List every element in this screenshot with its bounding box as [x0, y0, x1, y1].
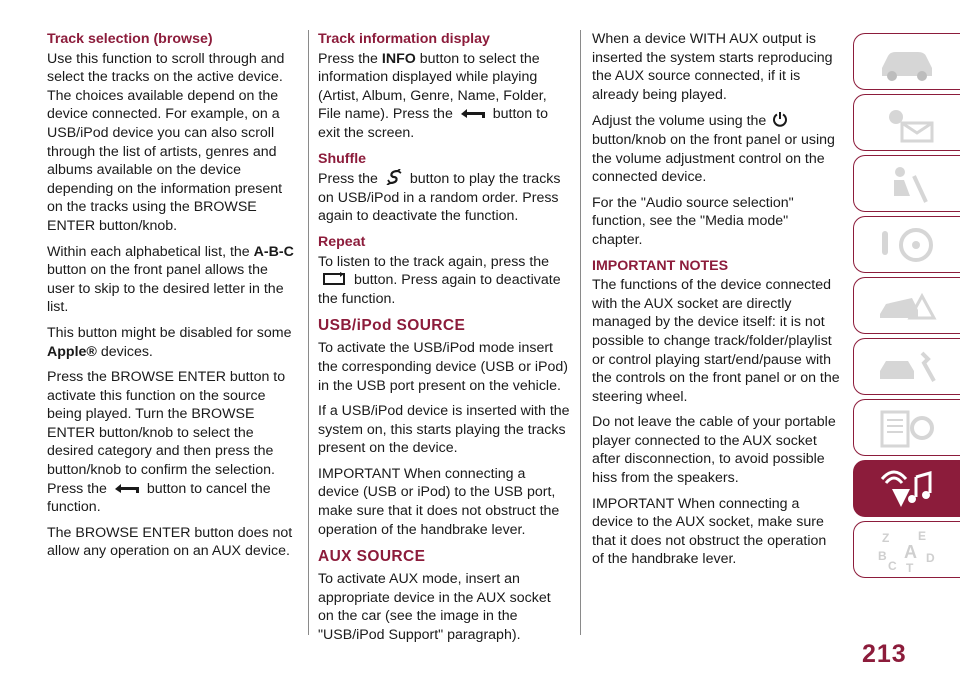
heading-aux-source: AUX SOURCE — [318, 548, 426, 566]
car-breakdown-warning-icon — [872, 284, 942, 328]
column-3 — [592, 30, 842, 576]
tab-warning-lights[interactable] — [853, 94, 960, 151]
heading-track-selection: Track selection (browse) — [47, 31, 213, 47]
paragraph: Press the button to play the tracks on USB/iPod in a random order. Press again to deactivate the function. — [318, 171, 561, 225]
column-divider — [308, 30, 309, 635]
paragraph: The functions of the device connected with the AUX socket are directly managed by the device itself: it is not possible to change track/folder/playlist or control playing start/end/pause with the controls on the front panel or on the steering wheel. — [592, 277, 840, 405]
tab-dashboard[interactable] — [853, 33, 960, 90]
tab-index[interactable] — [853, 521, 960, 578]
index-letter: C — [888, 558, 897, 572]
column-divider — [580, 30, 581, 635]
car-wrench-icon — [872, 345, 942, 389]
paragraph: This button might be disabled for some Apple® devices. — [47, 324, 292, 360]
paragraph: Press the BROWSE ENTER button to activate this function on the source being played. Turn the BROWSE ENTER button/knob to select the desired category and then press the button/knob to confirm the selection. Press the button to cancel the function. — [47, 369, 286, 516]
index-letter: Z — [882, 530, 890, 545]
paragraph: Adjust the volume using the button/knob on the front panel or using the volume adjustment control on the connected device. — [592, 113, 835, 186]
paragraph: If a USB/iPod device is inserted with the system on, this starts playing the tracks present on the device. — [318, 403, 570, 457]
index-letter: T — [906, 560, 914, 572]
paragraph: Use this function to scroll through and select the tracks on the active device. The choices available depend on the device connected. For example, on a USB/iPod device you can also scroll through the list of artists, genres and albums available on the device depending on the information present on the tracks using the BROWSE ENTER button/knob. — [47, 50, 285, 234]
column-1 — [47, 30, 297, 568]
paragraph: IMPORTANT When connecting a device to the AUX socket, make sure that it does not obstruct the operation of the handbrake lever. — [592, 495, 827, 568]
paragraph: When a device WITH AUX output is inserted the system starts reproducing the AUX source connected, if it is already being played. — [592, 31, 833, 103]
paragraph: To activate the USB/iPod mode insert the corresponding device (USB or iPod) in the USB port present on the vehicle. — [318, 340, 568, 394]
car-dashboard-icon — [872, 40, 942, 84]
alphabet-index-icon — [872, 528, 942, 572]
index-letter: E — [918, 528, 927, 543]
tab-safety[interactable] — [853, 155, 960, 212]
paragraph: Within each alphabetical list, the A-B-C button on the front panel allows the user to skip to the desired letter in the list. — [47, 243, 294, 316]
heading-track-info: Track information display — [318, 31, 490, 47]
paragraph: IMPORTANT When connecting a device (USB or iPod) to the USB port, make sure that it does not obstruct the operation of the handbrake lever. — [318, 465, 560, 538]
spec-sheet-gear-icon — [872, 406, 942, 450]
media-music-icon — [872, 467, 942, 511]
paragraph: For the "Audio source selection" function, see the "Media mode" chapter. — [592, 194, 794, 248]
paragraph: The BROWSE ENTER button does not allow any operation on an AUX device. — [47, 524, 293, 560]
chapter-tabs — [853, 33, 960, 582]
tab-technical-specs[interactable] — [853, 399, 960, 456]
paragraph: Press the INFO button to select the information displayed while playing (Artist, Album, Genre, Name, Folder, File name). Press the button to exit the screen. — [318, 50, 548, 141]
power-volume-icon — [772, 111, 788, 127]
heading-repeat: Repeat — [318, 233, 366, 250]
tab-starting-driving[interactable] — [853, 216, 960, 273]
heading-usb-source: USB/iPod SOURCE — [318, 317, 466, 335]
index-letter: A — [904, 541, 917, 562]
key-steering-wheel-icon — [872, 223, 942, 267]
index-letter: D — [926, 550, 935, 565]
page-number: 213 — [862, 640, 907, 668]
tab-servicing[interactable] — [853, 338, 960, 395]
heading-important-notes: IMPORTANT NOTES — [592, 257, 729, 274]
seat-airbag-icon — [872, 162, 942, 206]
shuffle-icon — [384, 169, 404, 185]
heading-shuffle: Shuffle — [318, 150, 367, 167]
index-letter: B — [878, 548, 887, 563]
warning-lights-envelope-icon — [872, 101, 942, 145]
repeat-icon — [320, 272, 348, 286]
tab-emergency[interactable] — [853, 277, 960, 334]
back-arrow-icon — [113, 483, 141, 495]
back-arrow-icon — [459, 108, 487, 120]
tab-multimedia[interactable] — [853, 460, 960, 517]
paragraph: Do not leave the cable of your portable player connected to the AUX socket after disconnection, to avoid possible hiss from the speakers. — [592, 414, 836, 487]
paragraph: To activate AUX mode, insert an appropriate device in the AUX socket on the car (see the image in the "USB/iPod Support" paragraph). — [318, 571, 551, 644]
column-2 — [318, 30, 570, 652]
paragraph: To listen to the track again, press the button. Press again to deactivate the function. — [318, 253, 561, 307]
